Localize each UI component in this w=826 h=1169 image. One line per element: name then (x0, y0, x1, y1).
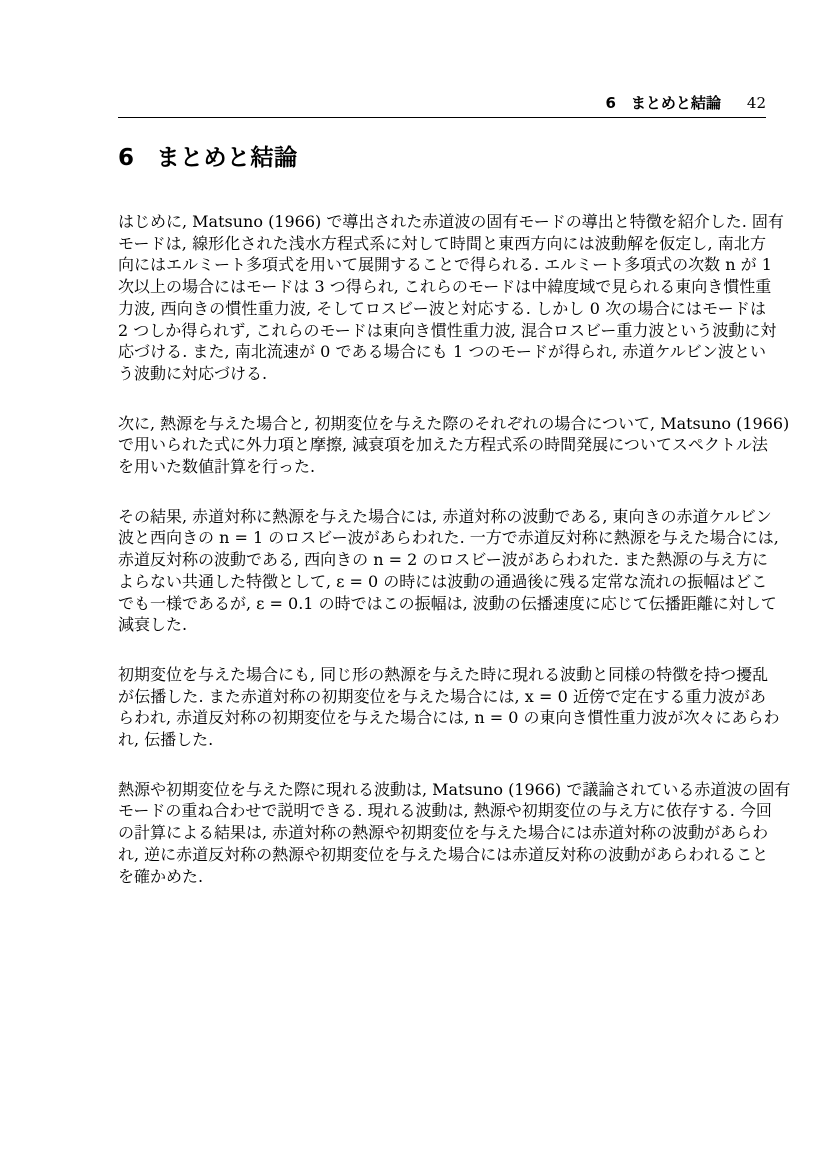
header-section-label: 6 まとめと結論 (605, 94, 721, 112)
header-page-number: 42 (746, 94, 766, 112)
paragraph (118, 413, 790, 478)
text-line: らわれ, 赤道反対称の初期変位を与えた場合には, n = 0 の東向き慣性重力波が次々にあらわ (118, 708, 780, 728)
text-line: 応づける. また, 南北流速が 0 である場合にも 1 つのモードが得られ, 赤道ケルビン波とい (118, 342, 766, 362)
text-line: よらない共通した特徴として, ε = 0 の時には波動の通過後に残る定常な流れの振幅はどこ (118, 571, 768, 591)
text-line: モードの重ね合わせで説明できる. 現れる波動は, 熱源や初期変位の与え方に依存する. 今回 (118, 801, 772, 821)
text-line: れ, 伝播した. (118, 730, 214, 750)
text-line: はじめに, Matsuno (1966) で導出された赤道波の固有モードの導出と特徴を紹介した. 固有 (118, 212, 784, 231)
text-line: その結果, 赤道対称に熱源を与えた場合には, 赤道対称の波動である, 東向きの赤道ケルビン (118, 506, 772, 526)
text-line: 熱源や初期変位を与えた際に現れる波動は, Matsuno (1966) で議論されている赤道波の固有 (118, 779, 791, 799)
text-line: う波動に対応づける. (118, 363, 268, 383)
text-line: 波と西向きの n = 1 のロスビー波があらわれた. 一方で赤道反対称に熱源を与えた場合には, (118, 528, 779, 548)
paragraph (118, 779, 791, 888)
text-line: を用いた数値計算を行った. (118, 457, 316, 477)
text-line: 向にはエルミート多項式を用いて展開することで得られる. エルミート多項式の次数 n が 1 (118, 255, 772, 275)
section-number: 6 (118, 145, 135, 171)
text-line: モードは, 線形化された浅水方程式系に対して時間と東西方向には波動解を仮定し, 南北方 (118, 233, 766, 253)
text-line: 赤道反対称の波動である, 西向きの n = 2 のロスビー波があらわれた. また熱源の与え方に (118, 550, 768, 570)
text-line: の計算による結果は, 赤道対称の熱源や初期変位を与えた場合には赤道対称の波動があらわ (118, 823, 769, 843)
body-text (118, 211, 791, 887)
text-line: 初期変位を与えた場合にも, 同じ形の熱源を与えた時に現れる波動と同様の特徴を持つ擾乱 (118, 664, 769, 684)
section-title: まとめと結論 (156, 145, 298, 171)
section-heading (118, 144, 766, 172)
running-header (118, 94, 766, 118)
text-line: れ, 逆に赤道反対称の熱源や初期変位を与えた場合には赤道反対称の波動があらわれること (118, 844, 769, 864)
text-line: 減衰した. (118, 615, 188, 635)
text-line: で用いられた式に外力項と摩擦, 減衰項を加えた方程式系の時間発展についてスペクトル法 (118, 435, 768, 455)
text-line: 次以上の場合にはモードは 3 つ得られ, これらのモードは中緯度域で見られる東向き慣性重 (118, 277, 772, 297)
text-line: でも一様であるが, ε = 0.1 の時ではこの振幅は, 波動の伝播速度に応じて伝播距離に対して (118, 593, 777, 613)
paragraph (118, 664, 780, 751)
text-line: が伝播した. また赤道対称の初期変位を与えた場合には, x = 0 近傍で定在する重力波があ (118, 686, 766, 706)
text-line: 力波, 西向きの慣性重力波, そしてロスビー波と対応する. しかし 0 次の場合にはモードは (118, 298, 766, 318)
text-line: 2 つしか得られず, これらのモードは東向き慣性重力波, 混合ロスビー重力波という波動に対 (118, 320, 777, 340)
paragraph (118, 506, 779, 636)
paragraph (118, 211, 784, 385)
text-line: 次に, 熱源を与えた場合と, 初期変位を与えた際のそれぞれの場合について, Matsuno (1966) (118, 413, 790, 433)
text-column (118, 0, 791, 915)
text-line: を確かめた. (118, 866, 204, 886)
